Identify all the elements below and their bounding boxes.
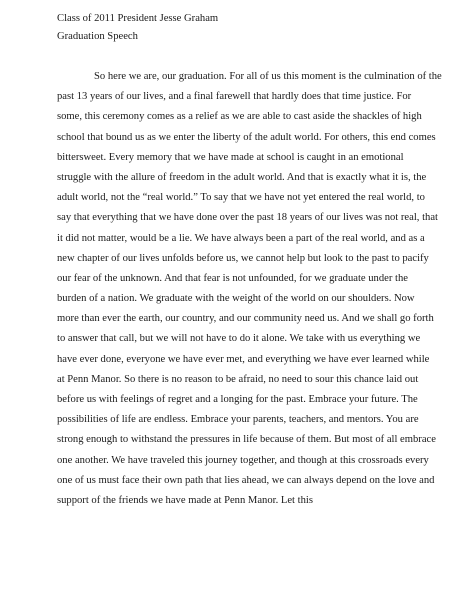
speech-line: bittersweet. Every memory that we have made at school is caught in an emotional <box>57 151 404 163</box>
speech-paragraph <box>57 67 442 511</box>
speech-line: our fear of the unknown. And that fear is not unfounded, for we graduate under the <box>57 272 408 284</box>
speech-line: some, this ceremony comes as a relief as we are able to cast aside the shackles of high <box>57 111 422 123</box>
speech-line: adult world, not the “real world.” To say that we have not yet entered the real world, to <box>57 192 425 204</box>
speech-line: have ever done, everyone we have ever met, and everything we have ever learned while <box>57 353 430 365</box>
speech-line: it did not matter, would be a lie. We have always been a part of the real world, and as a <box>57 232 425 244</box>
speech-line: one another. We have traveled this journey together, and though at this crossroads every <box>57 454 429 466</box>
header-subtitle: Graduation Speech <box>57 31 138 42</box>
speech-line: more than ever the earth, our country, and our community need us. And we shall go forth <box>57 313 434 325</box>
header-title: Class of 2011 President Jesse Graham <box>57 13 219 24</box>
speech-line: new chapter of our lives unfolds before us, we cannot help but look to the past to pacify <box>57 252 429 264</box>
speech-line: strong enough to withstand the pressures in life because of them. But most of all embrace <box>57 434 436 446</box>
speech-line: to answer that call, but we will not have to do it alone. We take with us everything we <box>57 333 421 345</box>
document-header <box>57 10 218 46</box>
speech-line: past 13 years of our lives, and a final farewell that hardly does that time justice. For <box>57 91 412 103</box>
speech-line: before us with feelings of regret and a longing for the past. Embrace your future. The <box>57 394 418 405</box>
speech-line: struggle with the allure of freedom in the adult world. And that is exactly what it is, the <box>57 171 427 183</box>
speech-line: one of us must face their own path that lies ahead, we can always depend on the love and <box>57 474 435 486</box>
speech-line: at Penn Manor. So there is no reason to be afraid, no need to sour this chance laid out <box>57 373 419 385</box>
speech-line: So here we are, our graduation. For all of us this moment is the culmination of the <box>94 71 442 82</box>
speech-line: burden of a nation. We graduate with the weight of the world on our shoulders. Now <box>57 293 415 305</box>
speech-line: support of the friends we have made at Penn Manor. Let this <box>57 494 313 506</box>
speech-line: possibilities of life are endless. Embrace your parents, teachers, and mentors. You are <box>57 414 419 426</box>
speech-line: say that everything that we have done over the past 18 years of our lives was not real, that <box>57 212 438 224</box>
speech-line: school that bound us as we enter the liberty of the adult world. For others, this end comes <box>57 131 436 143</box>
